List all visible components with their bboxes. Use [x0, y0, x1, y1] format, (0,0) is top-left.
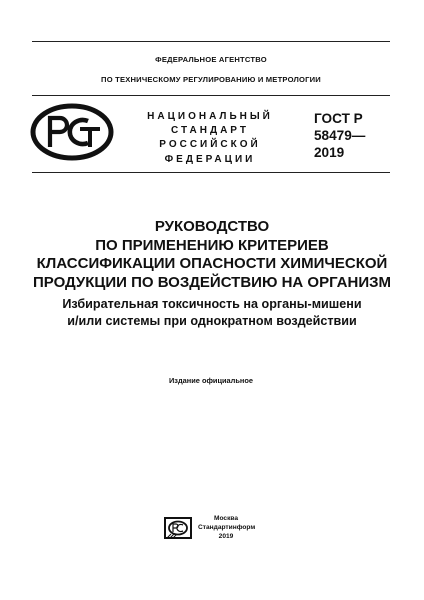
agency-line-1: ФЕДЕРАЛЬНОЕ АГЕНТСТВО [155, 55, 267, 64]
top-rule [32, 41, 390, 42]
designation-line: 58479— [314, 128, 366, 143]
document-title [20, 218, 404, 292]
title-line: КЛАССИФИКАЦИИ ОПАСНОСТИ ХИМИЧЕСКОЙ [36, 255, 388, 273]
standartinform-logo-icon [164, 517, 192, 539]
standard-line: СТАНДАРТ [171, 125, 249, 137]
header-rule [32, 95, 390, 96]
gost-r-logo-icon [30, 103, 114, 161]
title-line: РУКОВОДСТВО [154, 218, 270, 235]
subtitle-line: Избирательная токсичность на органы-мишени [62, 297, 362, 311]
edition-note: Издание официальное [168, 376, 253, 385]
standard-line: РОССИЙСКОЙ [159, 139, 261, 151]
document-subtitle [24, 296, 400, 330]
publisher-year: 2019 [218, 533, 234, 540]
designation-line: 2019 [314, 145, 345, 160]
title-line: ПО ПРИМЕНЕНИЮ КРИТЕРИЕВ [95, 236, 329, 254]
standard-line: НАЦИОНАЛЬНЫЙ [147, 111, 273, 122]
standard-designation [314, 110, 394, 161]
national-standard-block [130, 110, 290, 167]
standard-line: ФЕДЕРАЦИИ [164, 153, 256, 165]
publisher-info [198, 514, 254, 541]
agency-line-2: ПО ТЕХНИЧЕСКОМУ РЕГУЛИРОВАНИЮ И МЕТРОЛОГИИ [101, 75, 321, 84]
divider-rule [32, 172, 390, 173]
subtitle-line: и/или системы при однократном воздействии [67, 314, 357, 328]
publisher-city: Москва [213, 515, 239, 522]
publisher-name: Стандартинформ [198, 524, 256, 531]
designation-line: ГОСТ Р [314, 111, 363, 126]
title-line: ПРОДУКЦИИ ПО ВОЗДЕЙСТВИЮ НА ОРГАНИЗМ [33, 273, 391, 291]
